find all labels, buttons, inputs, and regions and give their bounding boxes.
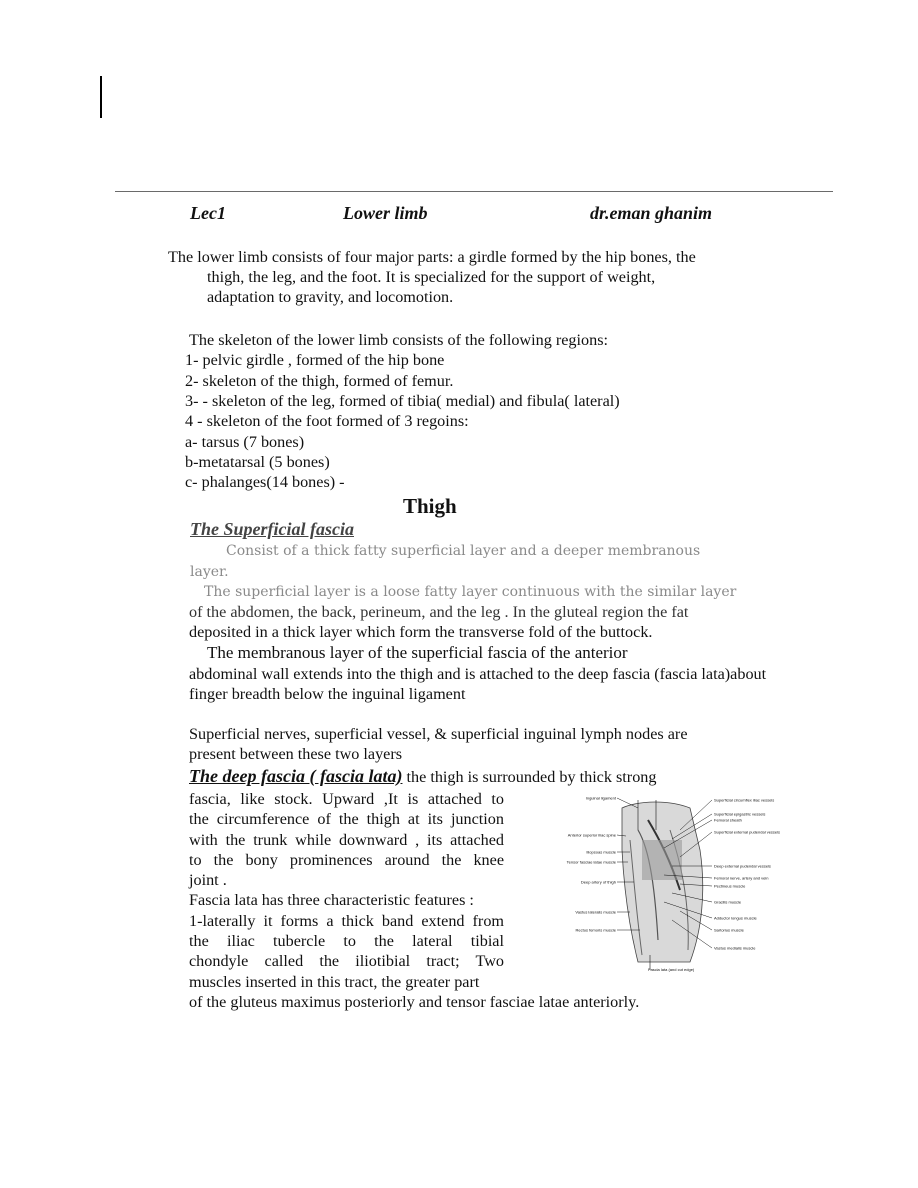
superficial-line-9: Superficial nerves, superficial vessel, & superficial inguinal lymph nodes are [189, 725, 688, 743]
skeleton-item-4: 4 - skeleton of the foot formed of 3 regoins: [185, 412, 469, 430]
header-rule [115, 191, 833, 192]
deep-fascia-heading-row [189, 766, 656, 787]
figure-left-label: Inguinal ligament [585, 795, 616, 801]
deep-fascia-heading-rest: the thigh is surrounded by thick strong [402, 768, 657, 786]
superficial-line-5: deposited in a thick layer which form the transverse fold of the buttock. [189, 623, 653, 641]
superficial-line-10: present between these two layers [189, 745, 403, 763]
figure-right-label: Deep external pudendal vessels [714, 863, 771, 869]
margin-mark [100, 76, 102, 118]
deep-fascia-line-5: joint . [189, 871, 227, 890]
deep-fascia-line-6: Fascia lata has three characteristic features : [189, 891, 474, 910]
superficial-line-3: The superficial layer is a loose fatty layer continuous with the similar layer [204, 584, 737, 600]
intro-line-1: The lower limb consists of four major parts: a girdle formed by the hip bones, the [168, 248, 696, 266]
skeleton-item-2: 2- skeleton of the thigh, formed of femur. [185, 372, 454, 390]
lecture-number: Lec1 [190, 203, 226, 223]
deep-fascia-line-2: the circumference of the thigh at its junction [189, 810, 504, 829]
superficial-line-2: layer. [190, 564, 229, 580]
skeleton-heading: The skeleton of the lower limb consists of the following regions: [189, 331, 609, 349]
superficial-line-7: abdominal wall extends into the thigh and is attached to the deep fascia (fascia lata)about [189, 665, 767, 683]
figure-right-label: Pectineus muscle [714, 883, 746, 889]
deep-fascia-line-8: the iliac tubercle to the lateral tibial [189, 932, 504, 951]
intro-line-2: thigh, the leg, and the foot. It is specialized for the support of weight, [207, 268, 656, 286]
superficial-line-1: Consist of a thick fatty superficial layer and a deeper membranous [226, 543, 701, 559]
figure-left-label: Deep artery of thigh [580, 879, 616, 885]
figure-left-label: Tensor fasciae latae muscle [566, 859, 616, 865]
figure-right-label: Vastus medialis muscle [714, 945, 756, 951]
figure-right-label: Superficial circumflex iliac vessels [714, 797, 775, 803]
skeleton-item-c: c- phalanges(14 bones) - [185, 473, 345, 491]
superficial-fascia-heading: The Superficial fascia [190, 519, 354, 539]
thigh-anatomy-figure [530, 790, 820, 975]
skeleton-item-3: 3- - skeleton of the leg, formed of tibia( medial) and fibula( lateral) [185, 392, 620, 410]
figure-left-label: Anterior superior iliac spine [567, 832, 616, 838]
figure-right-label: Sartorius muscle [714, 927, 744, 933]
section-title: Thigh [403, 494, 457, 518]
skeleton-item-1: 1- pelvic girdle , formed of the hip bone [185, 351, 445, 369]
figure-right-label: Adductor longus muscle [714, 915, 757, 921]
superficial-line-4: of the abdomen, the back, perineum, and the leg . In the gluteal region the fat [189, 603, 689, 621]
deep-fascia-line-10: muscles inserted in this tract, the greater part [189, 972, 480, 991]
superficial-line-8: finger breadth below the inguinal ligament [189, 685, 466, 703]
deep-fascia-line-9: chondyle called the iliotibial tract; Two [189, 952, 504, 971]
figure-right-label: Femoral sheath [714, 817, 742, 823]
figure-right-label: Femoral nerve, artery and vein [714, 875, 769, 881]
femoral-triangle-shade [642, 840, 682, 880]
deep-fascia-line-7: 1-laterally it forms a thick band extend from [189, 911, 504, 930]
skeleton-item-a: a- tarsus (7 bones) [185, 433, 305, 451]
fascia-lata-label: Fascia lata (and cut edge) [648, 967, 695, 972]
deep-fascia-last-line: of the gluteus maximus posteriorly and tensor fasciae latae anteriorly. [189, 993, 640, 1011]
figure-right-label: Superficial external pudendal vessels [714, 829, 781, 835]
figure-right-label: Gracilis muscle [714, 899, 742, 905]
figure-left-label: Iliopsoas muscle [586, 849, 616, 855]
superficial-line-6: The membranous layer of the superficial fascia of the anterior [207, 643, 628, 662]
deep-fascia-heading: The deep fascia ( fascia lata) [189, 766, 403, 786]
deep-fascia-line-4: to the bony prominences around the knee [189, 850, 504, 869]
deep-fascia-line-1: fascia, like stock. Upward ,It is attached to [189, 790, 504, 808]
intro-line-3: adaptation to gravity, and locomotion. [207, 288, 454, 306]
lecture-topic: Lower limb [343, 203, 428, 223]
lecture-author: dr.eman ghanim [590, 203, 713, 223]
figure-left-label: Vastus lateralis muscle [575, 909, 616, 915]
deep-fascia-line-3: with the trunk while downward , its attached [189, 830, 504, 849]
skeleton-item-b: b-metatarsal (5 bones) [185, 453, 330, 471]
figure-left-label: Rectus femoris muscle [575, 927, 616, 933]
figure-right-label: Superficial epigastric vessels [714, 811, 766, 817]
deep-fascia-column [189, 789, 504, 992]
